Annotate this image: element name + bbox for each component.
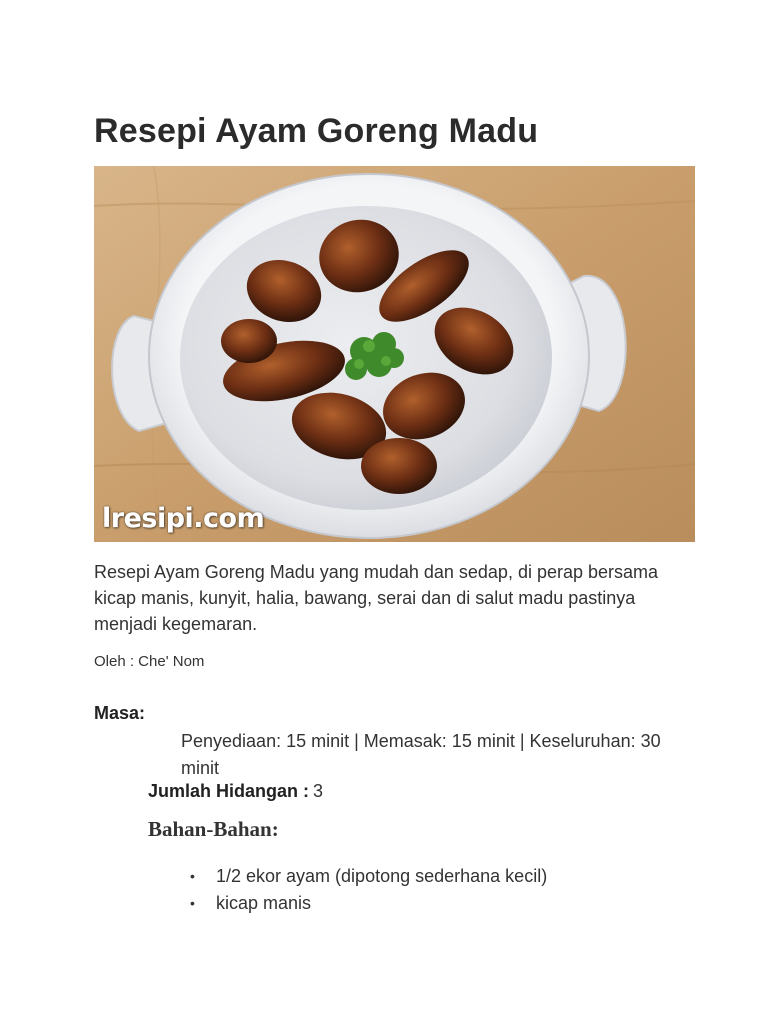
ingredient-item [190, 890, 547, 917]
ingredient-item [190, 863, 547, 890]
recipe-intro: Resepi Ayam Goreng Madu yang mudah dan sedap, di perap bersama kicap manis, kunyit, halia, bawang, serai dan di salut madu pastinya menjadi kegemaran. [94, 562, 659, 634]
bullet-icon: • [190, 895, 195, 911]
servings [148, 781, 323, 802]
recipe-title: Resepi Ayam Goreng Madu [94, 112, 539, 150]
ingredients-list [190, 863, 547, 917]
time-value: Penyediaan: 15 minit | Memasak: 15 minit | Keseluruhan: 30 minit [181, 731, 661, 778]
time-label: Masa: [94, 703, 146, 723]
servings-label: Jumlah Hidangan : [148, 781, 310, 801]
ingredient-text: 1/2 ekor ayam (dipotong sederhana kecil) [216, 866, 548, 886]
ingredients-heading: Bahan-Bahan: [148, 817, 279, 841]
bullet-icon: • [190, 868, 195, 884]
honey-chicken-illustration [94, 166, 695, 542]
image-watermark: lresipi.com [102, 503, 265, 534]
servings-value: 3 [313, 781, 324, 801]
recipe-author: Oleh : Che' Nom [94, 653, 205, 670]
ingredient-text: kicap manis [216, 893, 312, 913]
recipe-photo [94, 166, 695, 542]
